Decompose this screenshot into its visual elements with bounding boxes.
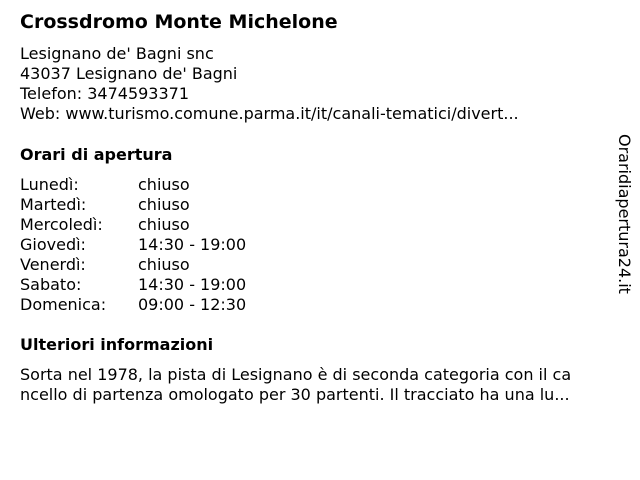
day-hours: 09:00 - 12:30 bbox=[138, 295, 247, 314]
hours-row-friday bbox=[20, 255, 246, 275]
address-city: 43037 Lesignano de' Bagni bbox=[20, 64, 238, 83]
day-hours: chiuso bbox=[138, 215, 190, 234]
address-street: Lesignano de' Bagni snc bbox=[20, 44, 214, 63]
day-hours: chiuso bbox=[138, 255, 190, 274]
opening-hours-table bbox=[20, 175, 246, 315]
hours-row-monday bbox=[20, 175, 246, 195]
day-hours: chiuso bbox=[138, 195, 190, 214]
description-line: ncello di partenza omologato per 30 partenti. Il tracciato ha una lu... bbox=[20, 385, 570, 404]
hours-row-saturday bbox=[20, 275, 246, 295]
opening-hours-heading: Orari di apertura bbox=[20, 145, 173, 164]
more-info-text bbox=[20, 365, 620, 405]
day-label: Venerdì: bbox=[20, 255, 86, 274]
page-title: Crossdromo Monte Michelone bbox=[20, 11, 338, 33]
more-info-heading: Ulteriori informazioni bbox=[20, 335, 214, 354]
day-label: Domenica: bbox=[20, 295, 107, 314]
day-hours: 14:30 - 19:00 bbox=[138, 235, 247, 254]
day-label: Sabato: bbox=[20, 275, 82, 294]
day-hours: chiuso bbox=[138, 175, 190, 194]
website-link[interactable]: Web: www.turismo.comune.parma.it/it/canali-tematici/divert... bbox=[20, 104, 519, 123]
day-label: Martedì: bbox=[20, 195, 87, 214]
hours-row-thursday bbox=[20, 235, 246, 255]
hours-row-sunday bbox=[20, 295, 246, 315]
hours-row-wednesday bbox=[20, 215, 246, 235]
hours-row-tuesday bbox=[20, 195, 246, 215]
day-label: Lunedì: bbox=[20, 175, 79, 194]
description-line: Sorta nel 1978, la pista di Lesignano è di seconda categoria con il ca bbox=[20, 365, 572, 384]
day-hours: 14:30 - 19:00 bbox=[138, 275, 247, 294]
phone-number[interactable]: Telefon: 3474593371 bbox=[20, 84, 190, 103]
day-label: Mercoledì: bbox=[20, 215, 103, 234]
day-label: Giovedì: bbox=[20, 235, 86, 254]
address-block bbox=[20, 44, 519, 124]
site-watermark: Oraridiapertura24.it bbox=[615, 134, 634, 294]
